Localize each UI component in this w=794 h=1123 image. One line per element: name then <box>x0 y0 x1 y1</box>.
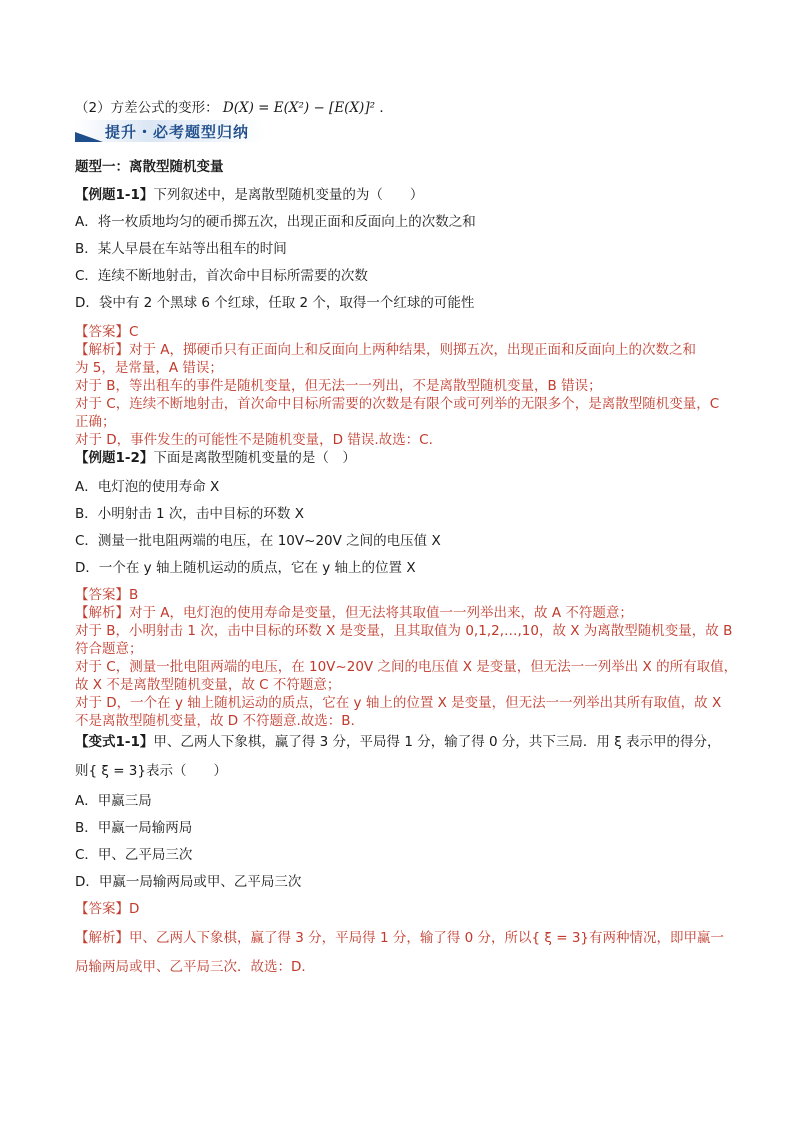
example1-tag: 【例题1-1】 <box>75 187 154 203</box>
example1-analysis-line: 正确； <box>75 414 116 430</box>
example2-option-d: D．一个在 y 轴上随机运动的质点，它在 y 轴上的位置 X <box>75 560 416 576</box>
example1-analysis-line: 【解析】对于 A，掷硬币只有正面向上和反面向上两种结果，则掷五次，出现正面和反面向上的次数之和 <box>75 342 697 358</box>
example2-analysis-line: 【解析】对于 A，电灯泡的使用寿命是变量，但无法将其取值一一列举出来，故 A 不符题意； <box>75 605 633 621</box>
variant1-question <box>75 733 721 751</box>
example2-analysis-line: 故 X 不是离散型随机变量，故 C 不符题意； <box>75 677 341 693</box>
variance-formula-line <box>75 99 393 117</box>
section-banner <box>75 120 265 142</box>
variant1-analysis-line: 局输两局或甲、乙平局三次．故选：D． <box>75 959 315 975</box>
example1-question <box>75 186 423 204</box>
example1-analysis-line: 对于 D，事件发生的可能性不是随机变量，D 错误.故选：C. <box>75 432 433 448</box>
variant1-option-b: B．甲赢一局输两局 <box>75 820 193 836</box>
example2-question <box>75 449 356 467</box>
variant1-option-a: A．甲赢三局 <box>75 793 152 809</box>
variant1-question-text: 甲、乙两人下象棋，赢了得 3 分，平局得 1 分，输了得 0 分，共下三局．用 ξ 表示甲的得分， <box>153 734 721 750</box>
formula-end: ． <box>379 100 393 116</box>
example2-option-b: B．小明射击 1 次，击中目标的环数 X <box>75 506 304 522</box>
example1-answer: 【答案】C <box>75 324 139 340</box>
example1-question-text: 下列叙述中，是离散型随机变量的为（ ） <box>153 187 424 203</box>
example2-analysis-line: 对于 C，测量一批电阻两端的电压，在 10V~20V 之间的电压值 X 是变量，但无法一一列举出 X 的所有取值， <box>75 659 738 675</box>
example1-analysis-line: 对于 B，等出租车的事件是随机变量，但无法一一列出，不是离散型随机变量，B 错误； <box>75 378 602 394</box>
example1-option-a: A．将一枚质地均匀的硬币掷五次，出现正面和反面向上的次数之和 <box>75 214 476 230</box>
variant1-question-continued: 则{ ξ = 3}表示（ ） <box>75 763 227 779</box>
example2-tag: 【例题1-2】 <box>75 450 154 466</box>
variant1-analysis-line: 【解析】甲、乙两人下象棋，赢了得 3 分，平局得 1 分，输了得 0 分，所以{ ξ = 3}有两种情况，即甲赢一 <box>75 930 724 946</box>
example2-analysis-line: 对于 B，小明射击 1 次，击中目标的环数 X 是变量，且其取值为 0,1,2,…,10，故 X 为离散型随机变量，故 B <box>75 623 733 639</box>
variant1-answer: 【答案】D <box>75 901 140 917</box>
example1-analysis-line: 为 5，是常量，A 错误； <box>75 360 223 376</box>
example1-analysis-line: 对于 C，连续不断地射击，首次命中目标所需要的次数是有限个或可列举的无限多个，是离散型随机变量，C <box>75 396 720 412</box>
example2-analysis-line: 对于 D，一个在 y 轴上随机运动的质点，它在 y 轴上的位置 X 是变量，但无法一一列举出其所有取值，故 X <box>75 695 722 711</box>
example1-option-d: D．袋中有 2 个黑球 6 个红球，任取 2 个，取得一个红球的可能性 <box>75 295 475 311</box>
example1-option-b: B．某人早晨在车站等出租车的时间 <box>75 241 287 257</box>
example2-answer: 【答案】B <box>75 587 139 603</box>
section-heading: 题型一：离散型随机变量 <box>75 159 224 175</box>
banner-triangle-icon <box>75 132 103 142</box>
formula-prefix: （2）方差公式的变形： <box>75 100 219 116</box>
variant1-option-d: D．甲赢一局输两局或甲、乙平局三次 <box>75 874 302 890</box>
example2-analysis-line: 不是离散型随机变量，故 D 不符题意.故选：B. <box>75 713 355 729</box>
variant1-option-c: C．甲、乙平局三次 <box>75 847 193 863</box>
variant1-tag: 【变式1-1】 <box>75 734 154 750</box>
example2-option-c: C．测量一批电阻两端的电压，在 10V~20V 之间的电压值 X <box>75 533 441 549</box>
variance-formula: D(X) = E(X²) − [E(X)]² <box>222 100 376 116</box>
example1-option-c: C．连续不断地射击，首次命中目标所需要的次数 <box>75 268 368 284</box>
example2-question-text: 下面是离散型随机变量的是（ ） <box>153 450 356 466</box>
banner-title: 提升・必考题型归纳 <box>105 123 250 141</box>
example2-option-a: A．电灯泡的使用寿命 X <box>75 479 220 495</box>
example2-analysis-line: 符合题意； <box>75 641 143 657</box>
